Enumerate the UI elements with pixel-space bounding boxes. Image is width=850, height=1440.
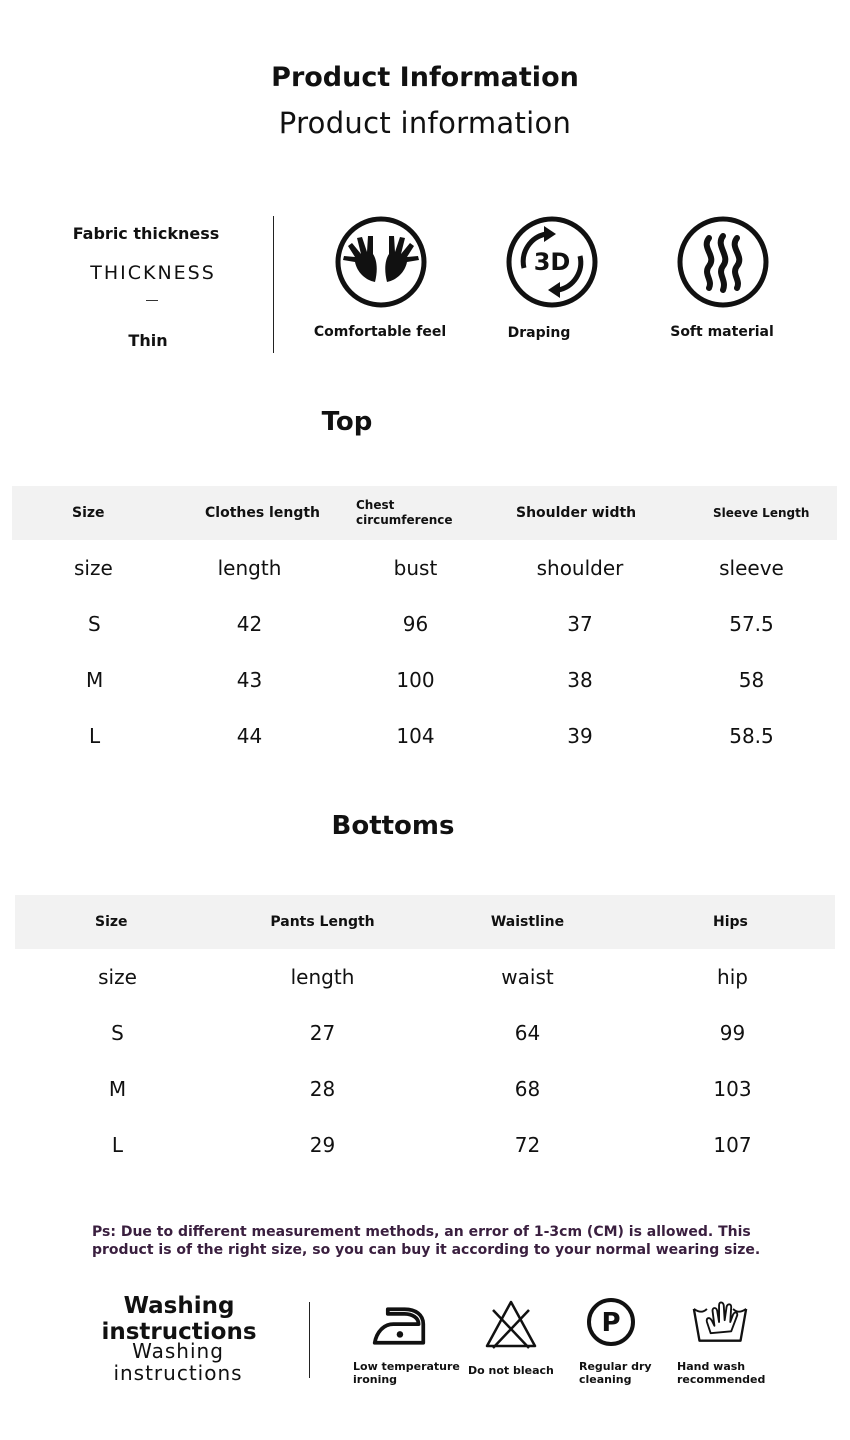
washing-subtitle: Washing instructions [113, 1339, 243, 1385]
feature-label-draping: Draping [507, 325, 571, 341]
table-cell: 64 [514, 1021, 541, 1045]
table-cell: 27 [309, 1021, 336, 1045]
hand-wash-icon [692, 1296, 748, 1348]
table-cell: waist [501, 965, 554, 989]
table-cell: 29 [309, 1133, 336, 1157]
no-bleach-icon [483, 1298, 539, 1350]
feature-comfortable [335, 216, 427, 312]
table-cell: 57.5 [729, 612, 774, 636]
hands-icon [335, 216, 427, 308]
table-row [12, 652, 837, 708]
wash-item-iron [371, 1300, 427, 1356]
wash-item-hand-wash [692, 1296, 748, 1352]
column-header: Chest circumference [337, 486, 494, 540]
table-cell: 58.5 [729, 724, 774, 748]
wash-item-bleach [483, 1298, 539, 1354]
wash-label-hand-wash: Hand wash recommended [677, 1360, 766, 1386]
table-cell: 28 [309, 1077, 336, 1101]
table-row [12, 708, 837, 764]
table-cell: 43 [236, 668, 263, 692]
column-header: Size [12, 486, 162, 540]
table-cell: 107 [713, 1133, 752, 1157]
measurement-note: Ps: Due to different measurement methods, an error of 1-3cm (CM) is allowed. This product is of the right size, so you can buy it according to your normal wearing size. [92, 1224, 761, 1258]
page-subtitle: Product information [278, 106, 572, 140]
table-cell: size [74, 556, 113, 580]
3d-icon-text: 3D [533, 248, 571, 276]
thickness-dash [146, 300, 158, 301]
thickness-label: Fabric thickness [72, 224, 220, 243]
column-header: Hips [630, 895, 835, 949]
divider [309, 1302, 310, 1378]
feature-label-comfortable: Comfortable feel [313, 324, 447, 340]
table-header-row [12, 486, 837, 540]
table-cell: 100 [396, 668, 435, 692]
table-row [12, 540, 837, 596]
column-header: Pants Length [220, 895, 425, 949]
table-cell: hip [717, 965, 748, 989]
section-title-bottoms: Bottoms [331, 811, 455, 841]
table-cell: length [290, 965, 355, 989]
table-cell: length [217, 556, 282, 580]
page-title: Product Information [271, 62, 579, 93]
table-cell: 38 [567, 668, 593, 692]
wash-label-iron: Low temperature ironing [353, 1360, 460, 1386]
table-cell: S [88, 612, 101, 636]
table-cell: size [98, 965, 137, 989]
dry-clean-icon [583, 1296, 639, 1348]
top-size-table [12, 486, 837, 764]
section-title-top: Top [321, 407, 373, 437]
dry-clean-icon-text: P [601, 1308, 621, 1338]
table-cell: 68 [514, 1077, 541, 1101]
column-header: Waistline [425, 895, 630, 949]
soft-waves-icon [677, 216, 769, 308]
table-cell: L [89, 724, 101, 748]
column-header: Sleeve Length [666, 486, 837, 540]
table-cell: shoulder [536, 556, 624, 580]
iron-icon [371, 1300, 427, 1352]
table-cell: 58 [738, 668, 765, 692]
thickness-label-en: THICKNESS [90, 262, 216, 284]
table-cell: 39 [567, 724, 593, 748]
column-header: Clothes length [162, 486, 337, 540]
table-row [15, 1061, 835, 1117]
bottoms-size-table [15, 895, 835, 1173]
table-cell: 44 [236, 724, 263, 748]
table-cell: 99 [719, 1021, 746, 1045]
wash-label-bleach: Do not bleach [468, 1364, 554, 1377]
table-cell: 96 [402, 612, 429, 636]
wash-item-dry-clean [583, 1296, 639, 1352]
table-cell: 72 [514, 1133, 541, 1157]
wash-label-dry-clean: Regular dry cleaning [579, 1360, 652, 1386]
divider [273, 216, 274, 353]
table-cell: 42 [236, 612, 263, 636]
feature-draping [506, 216, 598, 312]
feature-soft [677, 216, 769, 312]
table-row [15, 949, 835, 1005]
table-row [15, 1005, 835, 1061]
table-cell: 103 [713, 1077, 752, 1101]
table-cell: M [108, 1077, 127, 1101]
table-cell: 37 [567, 612, 593, 636]
table-row [12, 596, 837, 652]
feature-label-soft: Soft material [670, 324, 774, 340]
washing-title: Washing instructions [101, 1293, 257, 1345]
column-header: Shoulder width [494, 486, 666, 540]
column-header: Size [15, 895, 220, 949]
table-cell: S [111, 1021, 124, 1045]
table-header-row [15, 895, 835, 949]
table-row [15, 1117, 835, 1173]
table-cell: 104 [396, 724, 435, 748]
table-cell: sleeve [719, 556, 784, 580]
thickness-value: Thin [128, 331, 168, 350]
table-cell: M [86, 668, 104, 692]
3d-rotate-icon [506, 216, 598, 308]
table-cell: L [111, 1133, 124, 1157]
table-cell: bust [393, 556, 438, 580]
